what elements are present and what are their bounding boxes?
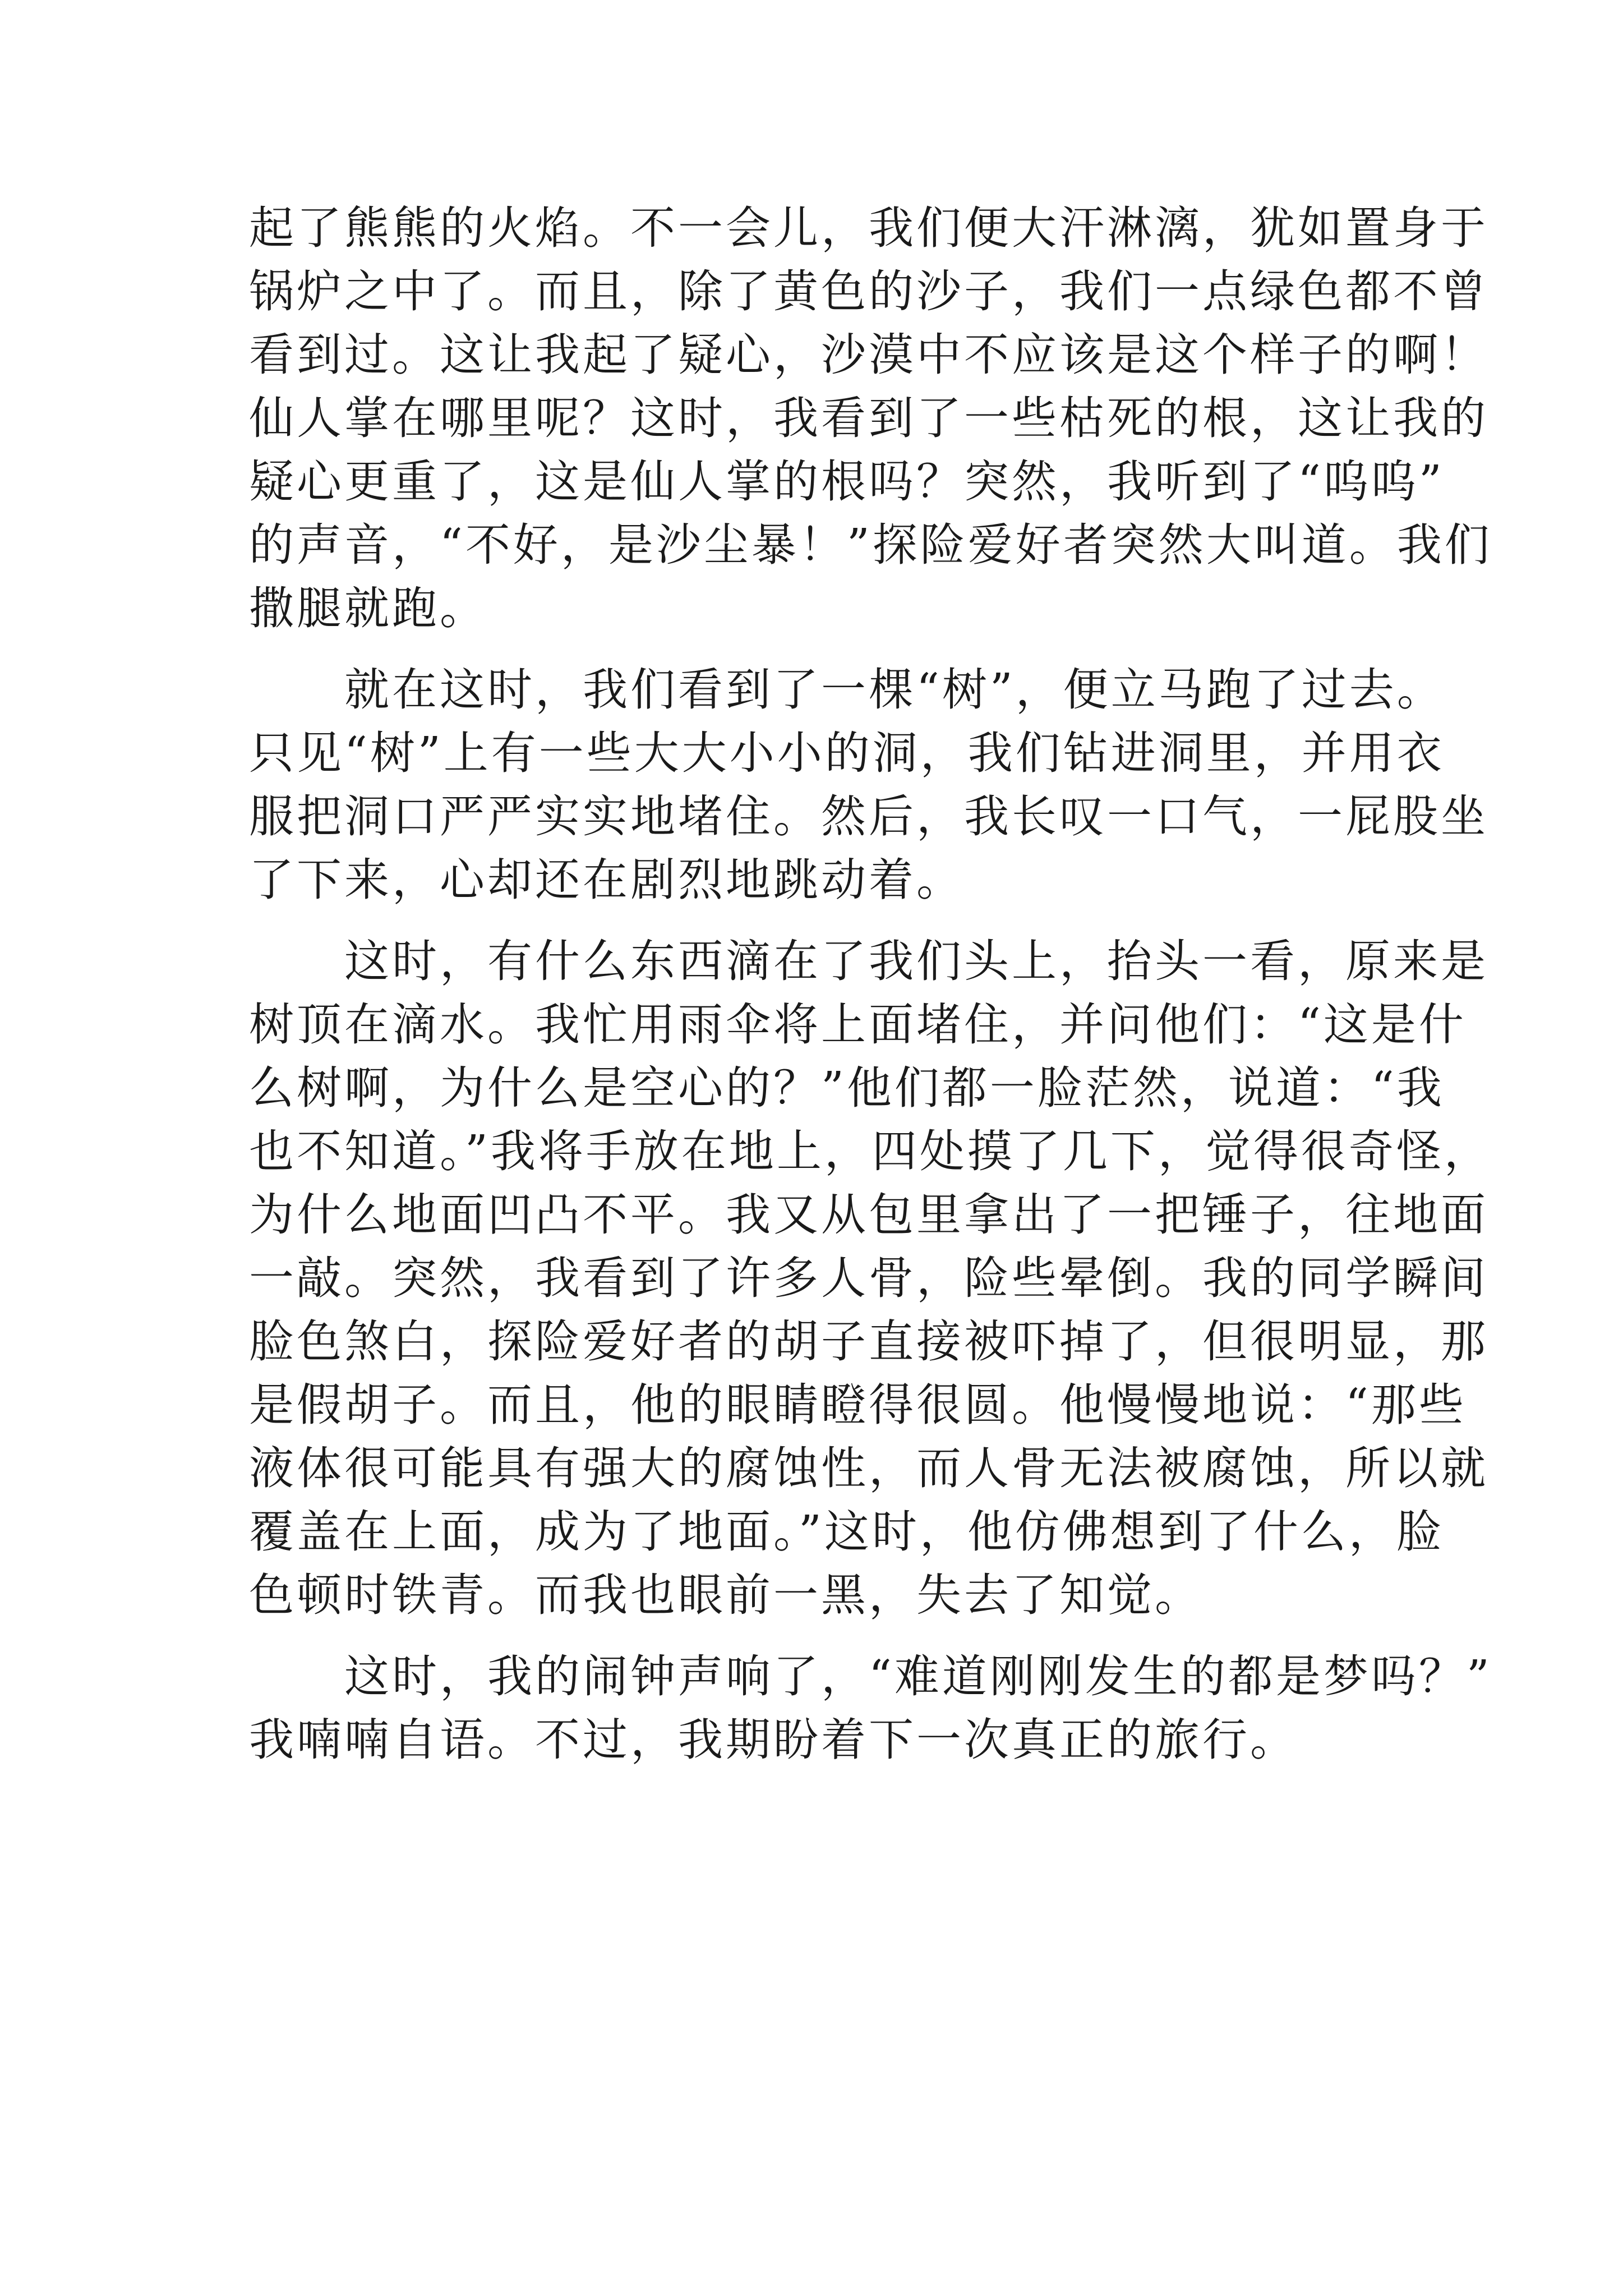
text-line: 只见“树”上有一些大大小小的洞，我们钻进洞里，并用衣 xyxy=(249,727,1445,779)
text-line: 疑心更重了，这是仙人掌的根吗？突然，我听到了“呜呜” xyxy=(249,455,1445,508)
text-line: 锅炉之中了。而且，除了黄色的沙子，我们一点绿色都不曾 xyxy=(249,265,1488,318)
text-line: 起了熊熊的火焰。不一会儿，我们便大汗淋漓，犹如置身于 xyxy=(249,202,1488,254)
text-line: 么树啊，为什么是空心的？”他们都一脸茫然，说道：“我 xyxy=(249,1062,1445,1114)
text-line: 是假胡子。而且，他的眼睛瞪得很圆。他慢慢地说：“那些 xyxy=(249,1379,1467,1431)
text-line: 为什么地面凹凸不平。我又从包里拿出了一把锤子，往地面 xyxy=(249,1189,1488,1241)
text-line: 仙人掌在哪里呢？这时，我看到了一些枯死的根，这让我的 xyxy=(249,392,1488,444)
text-line: 色顿时铁青。而我也眼前一黑，失去了知觉。 xyxy=(249,1569,1202,1621)
document-body xyxy=(249,196,1492,1772)
text-line: 这时，我的闹钟声响了，“难道刚刚发生的都是梦吗？” xyxy=(249,1650,1492,1703)
text-line: 撒腿就跑。 xyxy=(249,582,487,634)
text-line: 的声音，“不好，是沙尘暴！”探险爱好者突然大叫道。我们 xyxy=(249,519,1492,571)
text-line: 我喃喃自语。不过，我期盼着下一次真正的旅行。 xyxy=(249,1714,1298,1766)
text-line: 也不知道。”我将手放在地上，四处摸了几下，觉得很奇怪， xyxy=(249,1125,1492,1177)
text-line: 看到过。这让我起了疑心，沙漠中不应该是这个样子的啊！ xyxy=(249,329,1488,381)
text-line: 这时，有什么东西滴在了我们头上，抬头一看，原来是 xyxy=(249,935,1488,987)
text-line: 覆盖在上面，成为了地面。”这时，他仿佛想到了什么，脸 xyxy=(249,1506,1444,1558)
text-line: 了下来，心却还在剧烈地跳动着。 xyxy=(249,854,964,906)
text-line: 服把洞口严严实实地堵住。然后，我长叹一口气，一屁股坐 xyxy=(249,790,1488,843)
text-line: 液体很可能具有强大的腐蚀性，而人骨无法被腐蚀，所以就 xyxy=(249,1442,1488,1494)
text-line: 就在这时，我们看到了一棵“树”，便立马跑了过去。 xyxy=(249,664,1445,716)
text-line: 树顶在滴水。我忙用雨伞将上面堵住，并问他们：“这是什 xyxy=(249,999,1467,1051)
text-line: 一敲。突然，我看到了许多人骨，险些晕倒。我的同学瞬间 xyxy=(249,1252,1488,1304)
text-line: 脸色煞白，探险爱好者的胡子直接被吓掉了，但很明显，那 xyxy=(249,1315,1488,1368)
